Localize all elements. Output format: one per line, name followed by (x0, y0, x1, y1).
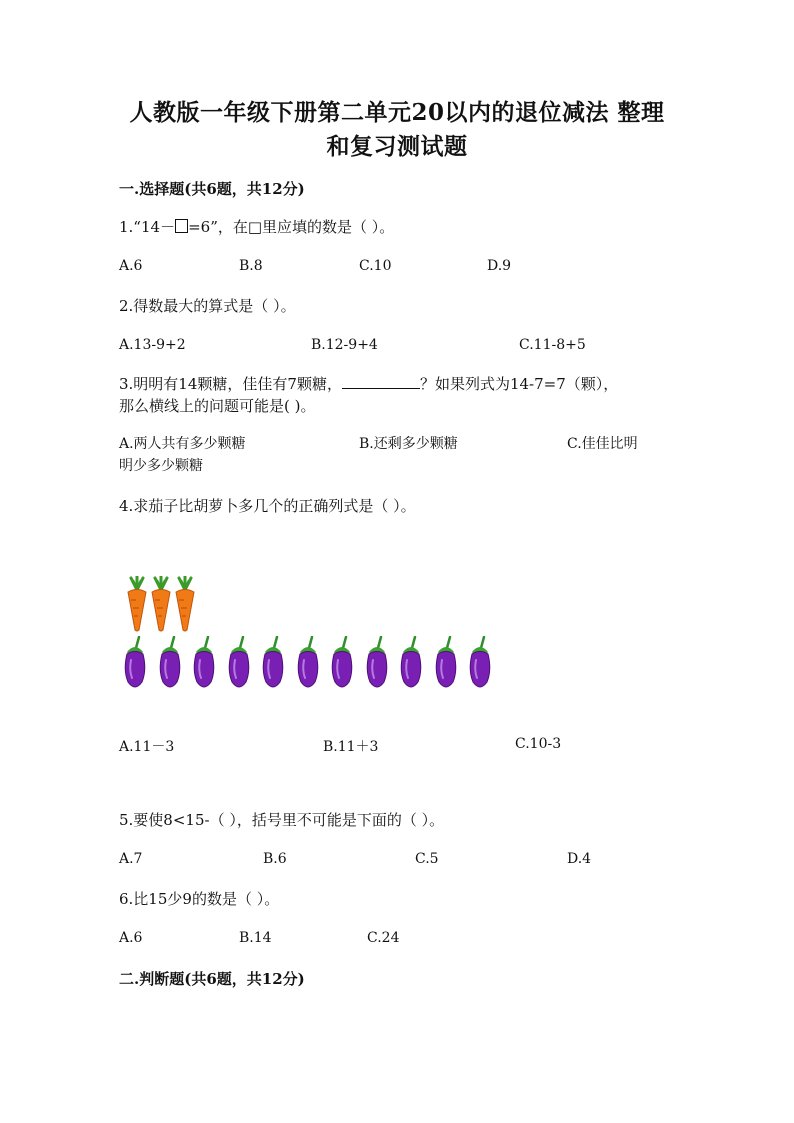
eggplant-icon (191, 636, 217, 690)
eggplant-icon (260, 636, 286, 690)
question-1 (119, 216, 679, 238)
question-1-suffix: =6”，在□里应填的数是（ ）。 (188, 218, 395, 236)
eggplant-icon (364, 636, 390, 690)
option: B.还剩多少颗糖 (359, 436, 458, 452)
option: A.两人共有多少颗糖 (119, 436, 246, 452)
question-6-options (119, 930, 679, 950)
eggplant-icon (329, 636, 355, 690)
question-4: 4.求茄子比胡萝卜多几个的正确列式是（ ）。 (119, 497, 416, 515)
section-heading-judgement: 二.判断题(共6题，共12分) (119, 970, 305, 988)
section-heading-choice: 一.选择题(共6题，共12分) (119, 180, 305, 198)
option-text-line-2: 明少多少颗糖 (119, 458, 203, 474)
option-text-line-1: C.佳佳比明 (567, 436, 638, 452)
option: C.11-8+5 (519, 337, 586, 353)
question-3-text-a: 3.明明有14颗糖，佳佳有7颗糖， (119, 375, 342, 393)
question-2-options (119, 337, 679, 357)
question-2: 2.得数最大的算式是（ ）。 (119, 297, 296, 315)
option: B.6 (263, 851, 287, 867)
eggplant-icon (122, 636, 148, 690)
option: D.9 (487, 258, 512, 274)
blank-box-icon (175, 219, 188, 233)
carrot-icon (172, 576, 198, 632)
option: C.10 (359, 258, 392, 274)
page-title: 人教版一年级下册第二单元20以内的退位减法 整理和复习测试题 (129, 99, 665, 160)
question-3-line-2: 那么横线上的问题可能是( )。 (119, 397, 316, 415)
carrot-icon (148, 576, 174, 632)
eggplant-icon (157, 636, 183, 690)
eggplant-icon (398, 636, 424, 690)
option: C.10-3 (515, 736, 562, 752)
option: A.11－3 (119, 739, 175, 755)
question-5-options (119, 851, 679, 871)
option: B.14 (239, 930, 272, 946)
option: B.11＋3 (323, 739, 379, 755)
question-3-text-b: ？如果列式为14-7=7（颗）， (419, 375, 619, 393)
carrot-icon (124, 576, 150, 632)
option: A.13-9+2 (119, 337, 186, 353)
eggplant-icon (433, 636, 459, 690)
question-1-options (119, 258, 679, 278)
option: A.7 (119, 851, 143, 867)
question-1-prefix: 1.“14－ (119, 218, 176, 236)
question-3 (119, 373, 679, 417)
answer-blank-line (342, 374, 420, 389)
question-4-options (119, 736, 679, 756)
eggplant-icon (295, 636, 321, 690)
question-5: 5.要使8<15-（ ），括号里不可能是下面的（ ）。 (119, 811, 445, 829)
question-6: 6.比15少9的数是（ ）。 (119, 890, 280, 908)
eggplant-icon (226, 636, 252, 690)
option: A.6 (119, 258, 143, 274)
option: A.6 (119, 930, 143, 946)
option: D.4 (567, 851, 592, 867)
option: B.8 (239, 258, 263, 274)
option: C.24 (367, 930, 400, 946)
option: B.12-9+4 (311, 337, 378, 353)
option: C.5 (415, 851, 439, 867)
eggplant-icon (467, 636, 493, 690)
